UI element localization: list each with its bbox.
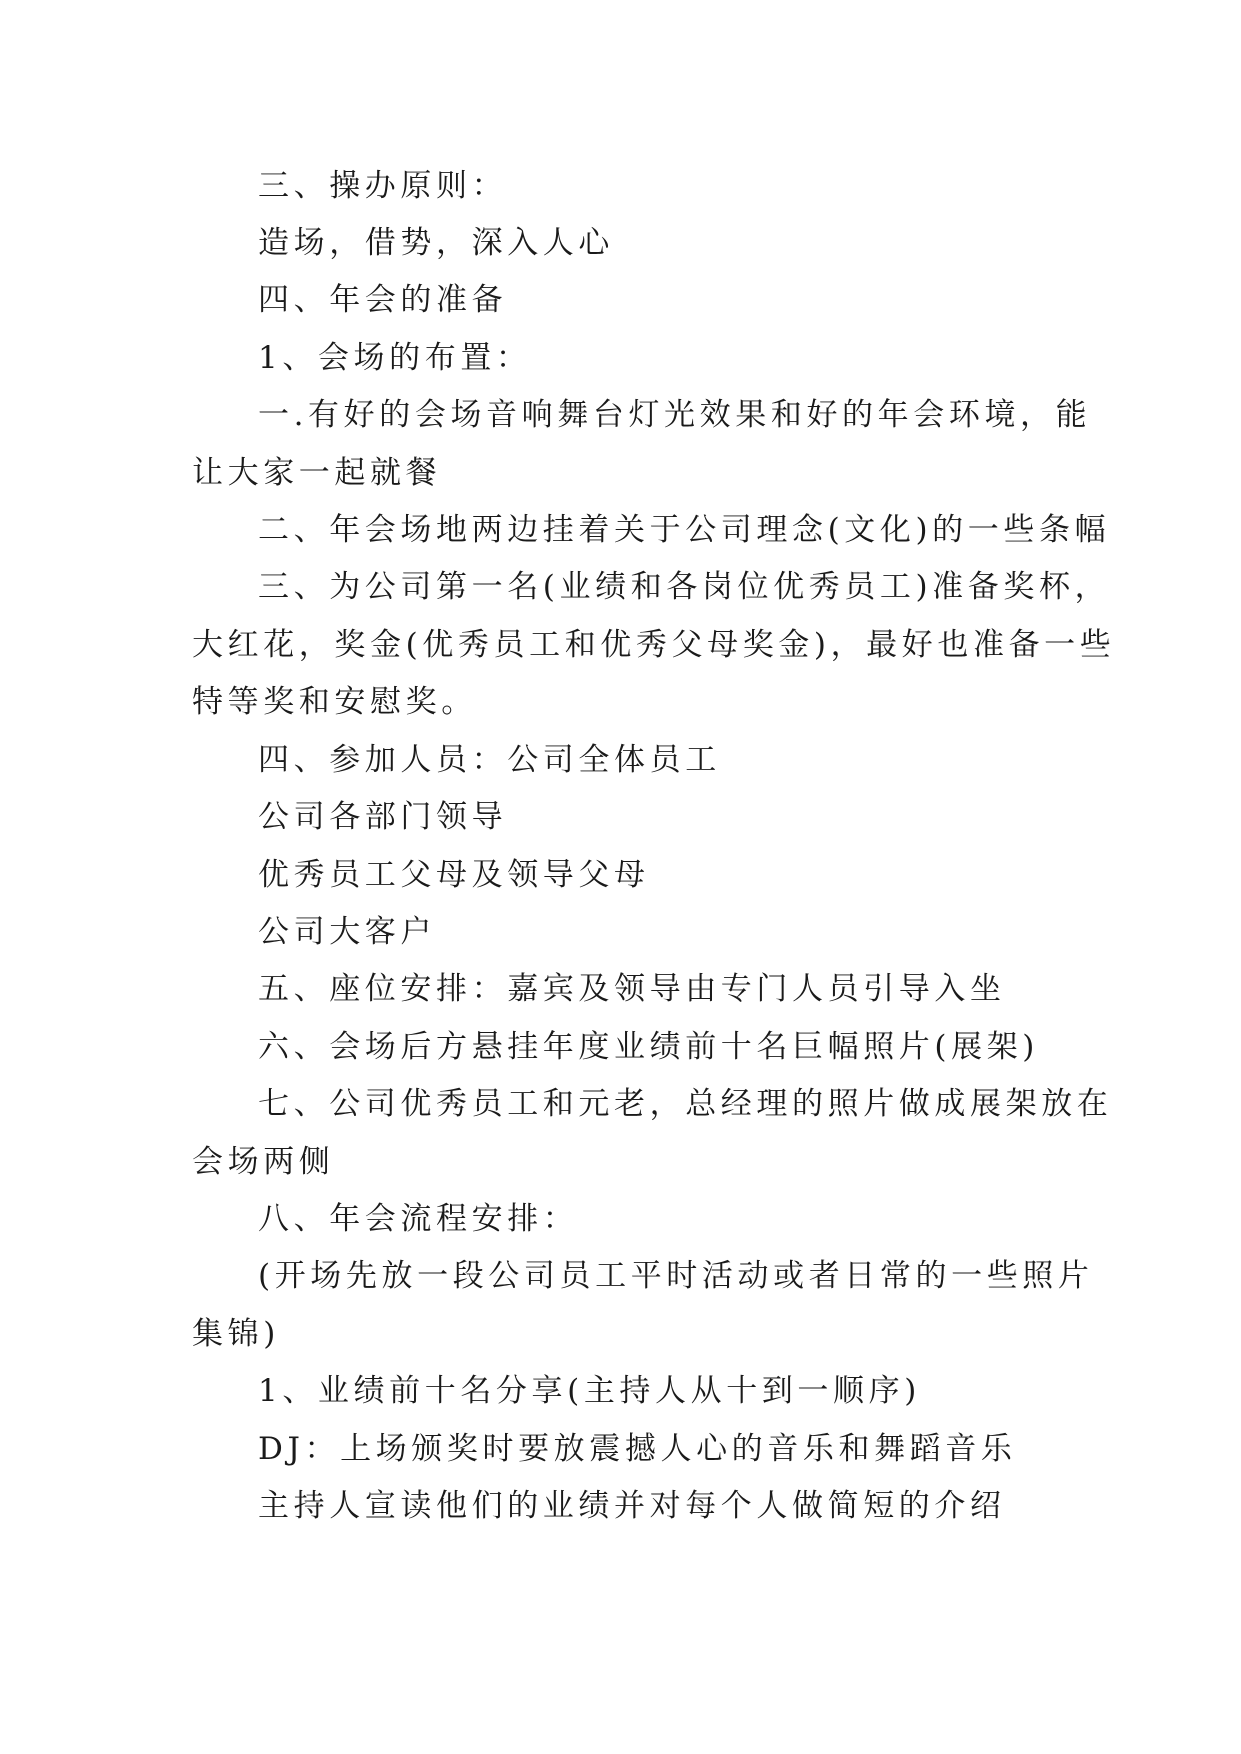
paragraph-line: 大红花，奖金(优秀员工和优秀父母奖金)，最好也准备一些 bbox=[192, 627, 1116, 663]
paragraph-line: 四、参加人员：公司全体员工 bbox=[258, 742, 721, 778]
section-heading-principles: 三、操办原则： bbox=[258, 168, 508, 204]
paragraph-line: 会场两侧 bbox=[192, 1144, 335, 1180]
paragraph-line: (开场先放一段公司员工平时活动或者日常的一些照片 bbox=[258, 1258, 1094, 1294]
subsection-heading-venue: 1、会场的布置： bbox=[258, 340, 532, 376]
paragraph-line: 三、为公司第一名(业绩和各岗位优秀员工)准备奖杯， bbox=[258, 569, 1111, 605]
paragraph-line: 让大家一起就餐 bbox=[192, 455, 442, 491]
paragraph-line: 主持人宣读他们的业绩并对每个人做简短的介绍 bbox=[258, 1488, 1006, 1524]
paragraph-line: 公司各部门领导 bbox=[258, 799, 508, 835]
paragraph-line: 公司大客户 bbox=[258, 914, 436, 950]
paragraph-line: 优秀员工父母及领导父母 bbox=[258, 857, 650, 893]
paragraph-line: 1、业绩前十名分享(主持人从十到一顺序) bbox=[258, 1373, 921, 1409]
paragraph-line: 造场，借势，深入人心 bbox=[258, 225, 614, 261]
section-heading-agenda: 八、年会流程安排： bbox=[258, 1201, 579, 1237]
paragraph-line: DJ：上场颁奖时要放震撼人心的音乐和舞蹈音乐 bbox=[258, 1431, 1017, 1467]
paragraph-line: 五、座位安排：嘉宾及领导由专门人员引导入坐 bbox=[258, 971, 1006, 1007]
paragraph-line: 特等奖和安慰奖。 bbox=[192, 684, 477, 720]
paragraph-line: 集锦) bbox=[192, 1316, 280, 1352]
paragraph-line: 一.有好的会场音响舞台灯光效果和好的年会环境，能 bbox=[258, 397, 1092, 433]
paragraph-line: 六、会场后方悬挂年度业绩前十名巨幅照片(展架) bbox=[258, 1029, 1039, 1065]
section-heading-preparation: 四、年会的准备 bbox=[258, 282, 508, 318]
paragraph-line: 七、公司优秀员工和元老，总经理的照片做成展架放在 bbox=[258, 1086, 1113, 1122]
paragraph-line: 二、年会场地两边挂着关于公司理念(文化)的一些条幅 bbox=[258, 512, 1111, 548]
